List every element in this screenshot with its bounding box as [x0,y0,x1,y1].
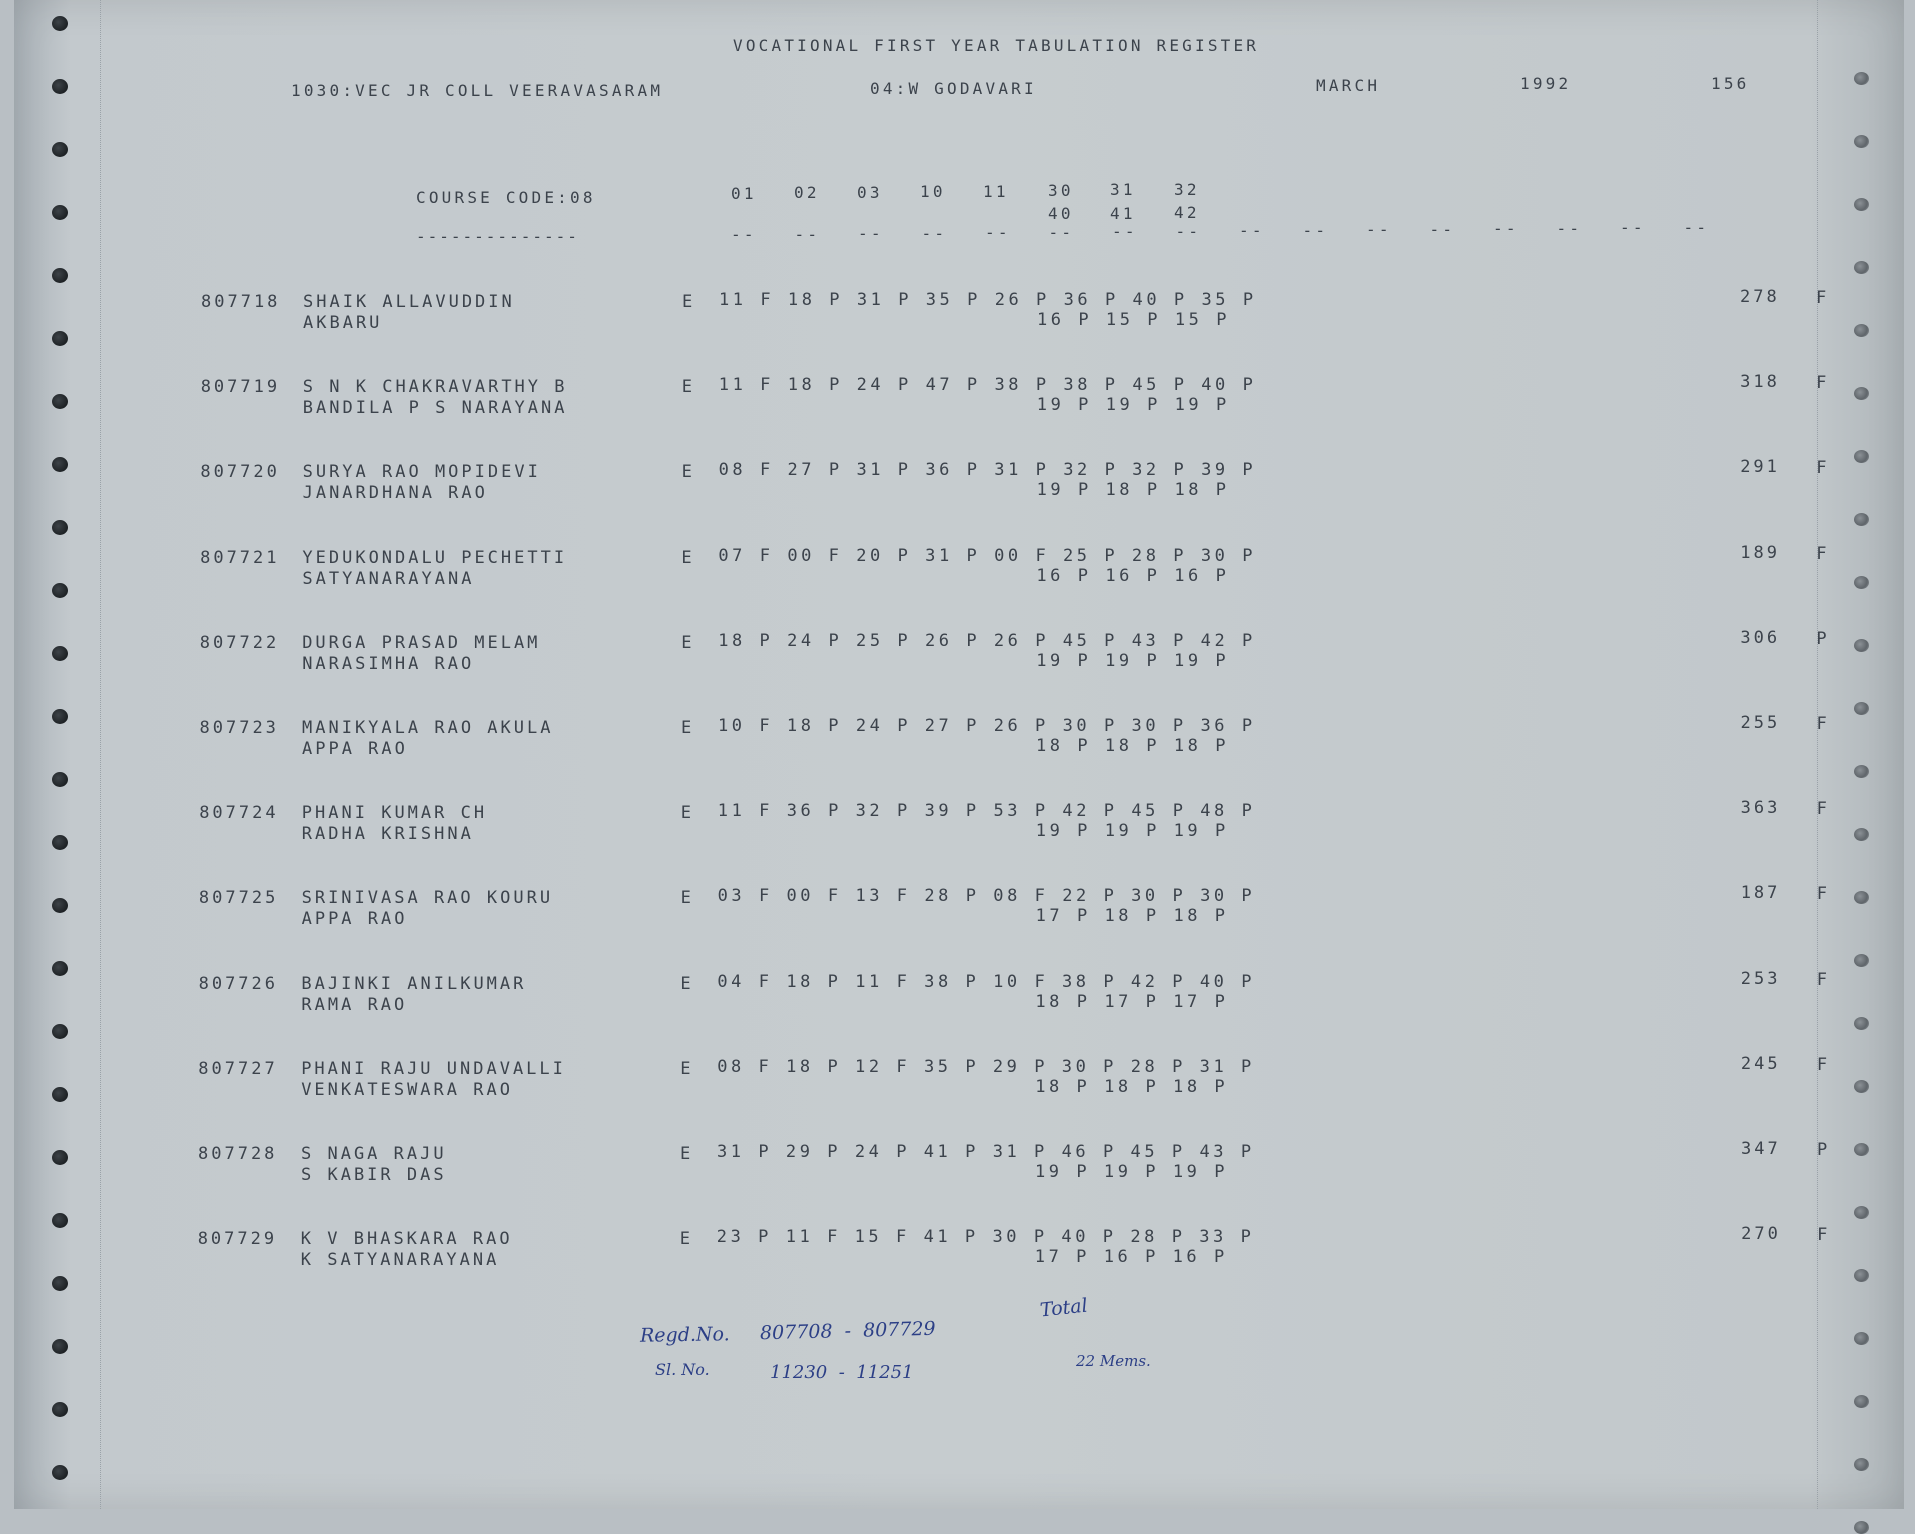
feed-hole [1854,1395,1869,1408]
feed-hole [1854,135,1869,148]
student-marks-line-1: 03 F 00 F 13 F 28 P 08 F 22 P 30 P 30 P [717,886,1256,907]
student-reg-number: 807729 [197,1229,278,1250]
column-dash: -- [921,223,948,243]
feed-hole [1854,1269,1869,1282]
student-result: F [1816,884,1830,905]
column-dash: -- [1556,218,1583,238]
feed-hole [52,331,68,346]
student-marks-line-1: 08 F 27 P 31 P 36 P 31 P 32 P 32 P 39 P [718,460,1257,481]
student-name: YEDUKONDALU PECHETTI [302,547,568,568]
feed-hole [52,1465,68,1480]
student-reg-number: 807719 [200,377,281,398]
student-reg-number: 807726 [198,973,279,994]
student-reg-number: 807718 [201,292,281,312]
subject-code-secondary: 40 [1048,204,1074,223]
student-parent-name: APPA RAO [302,739,408,759]
student-parent-name: RAMA RAO [301,994,408,1015]
student-marks-line-2: 17 P 16 P 16 P [1034,1247,1228,1268]
student-marks-line-2: 19 P 19 P 19 P [1036,395,1230,416]
subject-code: 01 [731,184,757,203]
feed-hole [1854,1332,1869,1345]
student-parent-name: JANARDHANA RAO [302,483,488,504]
student-parent-name: SATYANARAYANA [302,568,475,589]
feed-hole [52,268,68,283]
register-title: VOCATIONAL FIRST YEAR TABULATION REGISTER [733,36,1260,55]
student-marks-line-2: 19 P 19 P 19 P [1035,1162,1228,1182]
subject-code: 31 [1110,180,1136,200]
student-result: F [1816,458,1830,479]
student-name: BAJINKI ANILKUMAR [301,973,527,994]
student-name: SURYA RAO MOPIDEVI [302,462,541,483]
student-result: F [1816,799,1830,820]
student-total: 278 [1740,287,1780,307]
feed-hole [52,142,68,157]
column-dash: -- [1366,220,1392,239]
student-medium: E [681,632,695,653]
student-marks-line-1: 07 F 00 F 20 P 31 P 00 F 25 P 28 P 30 P [718,545,1256,566]
student-marks-line-2: 17 P 18 P 18 P [1035,906,1229,927]
feed-hole [52,1402,68,1417]
student-marks-line-1: 08 F 18 P 12 F 35 P 29 P 30 P 28 P 31 P [717,1056,1255,1077]
student-marks-line-2: 16 P 16 P 16 P [1036,565,1230,586]
feed-hole [52,394,68,409]
student-marks-line-1: 11 F 18 P 24 P 47 P 38 P 38 P 45 P 40 P [718,375,1257,396]
student-parent-name: BANDILA P S NARAYANA [302,398,568,419]
student-parent-name: RADHA KRISHNA [301,824,474,845]
student-parent-name: K SATYANARAYANA [300,1250,500,1271]
column-dash: -- [1112,222,1138,241]
student-result: F [1816,288,1830,308]
column-dash: -- [731,225,757,244]
feed-hole [52,1087,68,1102]
student-name: DURGA PRASAD MELAM [302,632,541,653]
student-total: 291 [1740,457,1780,478]
page-number: 156 [1711,74,1750,93]
course-code-underline: -------------- [416,227,579,246]
student-total: 270 [1741,1224,1781,1245]
feed-hole [52,772,68,787]
feed-hole [52,1150,68,1165]
student-medium: E [681,718,695,738]
feed-hole [1854,198,1869,211]
handwritten-regd-range: 807708 - 807729 [759,1317,936,1345]
student-marks-line-1: 11 F 36 P 32 P 39 P 53 P 42 P 45 P 48 P [717,801,1256,822]
feed-hole [52,1213,68,1228]
student-result: F [1816,969,1831,990]
student-total: 253 [1740,968,1781,989]
student-name: K V BHASKARA RAO [300,1229,513,1250]
student-medium: E [681,547,695,568]
student-reg-number: 807728 [198,1144,278,1164]
student-total: 187 [1740,883,1781,904]
student-medium: E [679,1229,694,1250]
student-total: 255 [1740,713,1781,733]
student-marks-line-2: 18 P 17 P 17 P [1035,991,1229,1012]
feed-hole [1854,1080,1869,1093]
student-name: S N K CHAKRAVARTHY B [302,377,568,398]
feed-hole [52,1024,68,1039]
student-marks-line-2: 18 P 18 P 18 P [1035,1076,1229,1097]
student-total: 347 [1741,1139,1781,1159]
student-result: F [1816,714,1830,734]
left-tractor-strip [28,0,101,1509]
subject-code: 32 [1174,179,1200,199]
feed-hole [52,961,68,976]
handwritten-total-value: 22 Mems. [1076,1352,1151,1370]
column-dash: -- [858,224,884,243]
feed-hole [1854,702,1869,715]
handwritten-sl-range: 11230 - 11251 [770,1362,914,1383]
column-dash: -- [1683,217,1710,237]
feed-hole [1854,954,1869,967]
feed-hole [1854,1143,1869,1156]
column-dash: -- [1429,219,1456,239]
student-marks-line-1: 31 P 29 P 24 P 41 P 31 P 46 P 45 P 43 P [717,1142,1255,1162]
feed-hole [52,646,68,661]
subject-code: 10 [920,182,946,202]
student-medium: E [680,803,695,824]
feed-hole [52,1339,68,1354]
feed-hole [52,709,68,724]
student-medium: E [680,1058,694,1079]
student-medium: E [682,292,696,312]
district-name: 04:W GODAVARI [870,79,1037,98]
subject-code-secondary: 42 [1174,203,1200,222]
column-dash: -- [1302,220,1329,240]
feed-hole [1854,324,1869,337]
student-medium: E [680,973,694,994]
course-code-label: COURSE CODE:08 [416,188,596,207]
column-dash: -- [1048,222,1075,242]
student-result: F [1816,1054,1831,1075]
student-medium: E [681,462,695,483]
student-parent-name: AKBARU [303,313,383,333]
feed-hole [1854,72,1869,85]
feed-hole [1854,387,1869,400]
student-parent-name: NARASIMHA RAO [302,653,475,674]
feed-hole [1854,639,1869,652]
student-marks-line-2: 19 P 19 P 19 P [1035,821,1229,842]
student-marks-line-1: 23 P 11 F 15 F 41 P 30 P 40 P 28 P 33 P [716,1227,1255,1248]
student-marks-line-1: 10 F 18 P 24 P 27 P 26 P 30 P 30 P 36 P [718,716,1256,736]
student-name: PHANI KUMAR CH [301,803,488,824]
student-medium: E [681,377,696,398]
column-dash: -- [985,223,1011,242]
subject-code: 11 [983,181,1009,201]
feed-hole [52,457,68,472]
feed-hole [1854,513,1869,526]
student-medium: E [680,1144,694,1164]
feed-hole [1854,1017,1869,1030]
student-marks-line-2: 16 P 15 P 15 P [1037,310,1230,330]
student-reg-number: 807723 [199,718,279,738]
student-name: SHAIK ALLAVUDDIN [303,292,515,312]
student-total: 306 [1740,627,1781,648]
feed-hole [1854,891,1869,904]
student-result: F [1817,1225,1831,1246]
student-reg-number: 807721 [200,547,280,568]
feed-hole [1854,1206,1869,1219]
handwritten-sl-label: Sl. No. [655,1360,710,1379]
exam-year: 1992 [1520,74,1572,93]
feed-hole [1854,828,1869,841]
column-dash: -- [1239,221,1265,240]
right-tractor-strip [1817,0,1890,1509]
student-result: P [1816,628,1830,649]
student-total: 189 [1740,542,1781,563]
student-reg-number: 807720 [200,462,280,483]
student-marks-line-1: 04 F 18 P 11 F 38 P 10 F 38 P 42 P 40 P [717,971,1255,992]
student-marks-line-2: 18 P 18 P 18 P [1036,736,1229,756]
feed-hole [1854,1521,1869,1534]
student-reg-number: 807724 [199,803,279,824]
feed-hole [1854,1458,1869,1471]
feed-hole [52,898,68,913]
student-parent-name: APPA RAO [301,909,408,930]
feed-hole [52,16,68,31]
column-dash: -- [1620,218,1646,237]
student-result: P [1817,1140,1831,1160]
feed-hole [52,583,68,598]
student-reg-number: 807727 [198,1058,278,1079]
college-name: 1030:VEC JR COLL VEERAVASARAM [291,81,664,100]
subject-code: 30 [1048,181,1074,200]
student-name: SRINIVASA RAO KOURU [301,888,554,909]
student-result: F [1816,543,1830,564]
student-total: 363 [1740,798,1781,819]
student-marks-line-1: 11 F 18 P 31 P 35 P 26 P 36 P 40 P 35 P [719,290,1257,310]
column-dash: -- [1175,221,1202,241]
exam-month: MARCH [1316,76,1381,95]
column-dash: -- [1493,219,1519,238]
student-marks-line-2: 19 P 18 P 18 P [1036,480,1230,501]
student-parent-name: VENKATESWARA RAO [301,1079,513,1100]
feed-hole [52,835,68,850]
handwritten-regd-label: Regd.No. [639,1323,730,1347]
student-total: 245 [1740,1053,1781,1074]
student-marks-line-2: 19 P 19 P 19 P [1036,650,1230,671]
student-result: F [1816,373,1830,394]
feed-hole [52,205,68,220]
student-name: PHANI RAJU UNDAVALLI [301,1058,566,1079]
feed-hole [52,1276,68,1291]
student-reg-number: 807725 [198,888,279,909]
student-total: 318 [1740,372,1780,393]
feed-hole [1854,765,1869,778]
feed-hole [1854,576,1869,589]
student-marks-line-1: 18 P 24 P 25 P 26 P 26 P 45 P 43 P 42 P [718,630,1256,651]
handwritten-total-label: Total [1038,1294,1089,1322]
student-reg-number: 807722 [199,632,280,653]
feed-hole [1854,261,1869,274]
feed-hole [1854,450,1869,463]
subject-code: 03 [857,182,883,202]
subject-code: 02 [794,183,820,203]
column-dash: -- [794,224,821,244]
feed-hole [52,79,68,94]
feed-hole [52,520,68,535]
subject-code-secondary: 41 [1110,203,1136,223]
student-name: S NAGA RAJU [301,1144,447,1164]
student-parent-name: S KABIR DAS [301,1165,447,1185]
student-medium: E [680,888,694,909]
student-name: MANIKYALA RAO AKULA [302,718,554,738]
